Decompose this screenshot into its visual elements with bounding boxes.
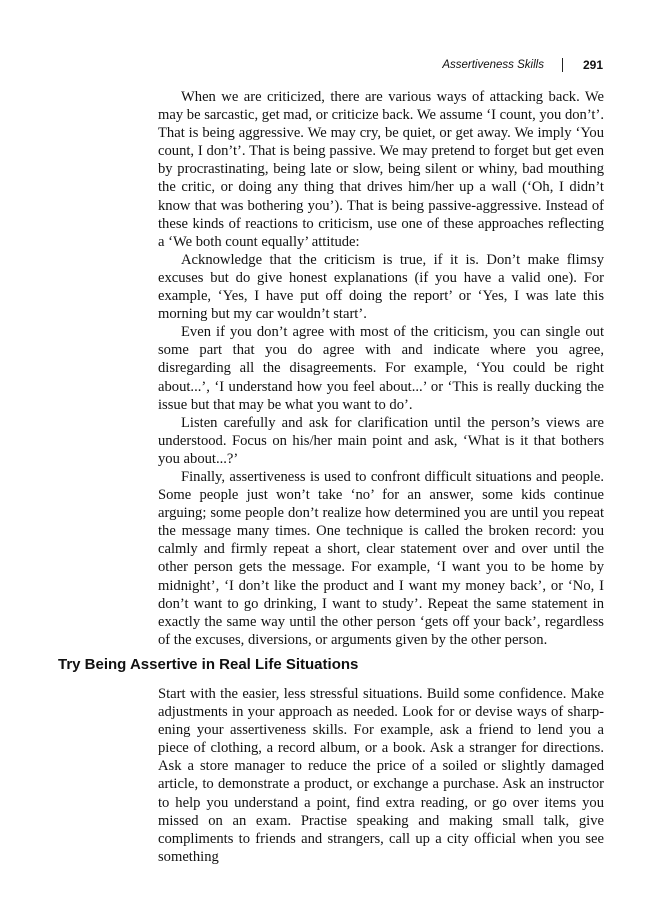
body-text	[158, 88, 604, 649]
paragraph-broken-record: Finally, assertiveness is used to confront difficult situations and people. Some people just won’t take ‘no’ for an answer, some kids continue arguing; some people don’t realize how determined you are until you repeat the message many times. One technique is called the broken record: you calmly and firmly repeat a short, clear statement over and over until the other person gets the message. For example, ‘I want you to be home by midnight’, ‘I don’t like the product and I want my money back’, or ‘No, I don’t want to go drinking, I want to study’. Repeat the same statement in exactly the same way until the other person ‘gets off your back’, regardless of the excuses, diversions, or arguments given by the other person.	[158, 468, 604, 648]
page-number: 291	[582, 58, 603, 72]
section-heading: Try Being Assertive in Real Life Situations	[58, 656, 359, 673]
section-paragraph: Start with the easier, less stressful situations. Build some confidence. Make adjustments in your approach as needed. Look for or devise ways of sharpening your assertiveness skills. For example, ask a friend to lend you a piece of clothing, a record album, or a book. Ask a stranger for directions. Ask a store manager to reduce the price of a soiled or slightly damaged article, to demonstrate a product, or exchange a purchase. Ask an instructor to help you understand a point, find extra reading, or go over items you missed on an exam. Practise speaking and making small talk, give compliments to friends and strangers, call up a city official when you see something	[158, 686, 604, 865]
paragraph-criticism-reactions: When we are criticized, there are various ways of attacking back. We may be sarcastic, get mad, or criticize back. We assume ‘I count, you don’t’. That is being aggressive. We may cry, be quiet, or get away. We imply ‘You count, I don’t’. That is being passive. We may pretend to forget but get even by procrastinating, being late or slow, being silent or whiny, bad mouthing the critic, or doing any thing that drives him/her up a wall (‘Oh, I didn’t know that was bothering you’). That is being passive-aggressive. Instead of these kinds of reactions to criticism, use one of these approaches reflecting a ‘We both count equally’ attitude:	[158, 89, 604, 250]
paragraph-acknowledge: Acknowledge that the criticism is true, if it is. Don’t make flimsy excuses but do give honest explanations (if you have a valid one). For example, ‘Yes, I have put off doing the report’ or ‘Yes, I was late this morning but my car wouldn’t start’.	[158, 251, 604, 323]
paragraph-clarification: Listen carefully and ask for clarification until the person’s views are understood. Focus on his/her main point and ask, ‘What is it that bothers you about...?’	[158, 414, 604, 467]
running-header	[442, 58, 603, 72]
header-divider	[562, 58, 563, 72]
running-title: Assertiveness Skills	[442, 59, 544, 71]
paragraph-partial-agreement: Even if you don’t agree with most of the criticism, you can single out some part that you do agree with and indicate where you agree, disregarding all the disagreements. For example, ‘You could be right about...’, ‘I understand how you feel about...’ or ‘This is really ducking the issue but that may be what you want to do’.	[158, 324, 604, 413]
